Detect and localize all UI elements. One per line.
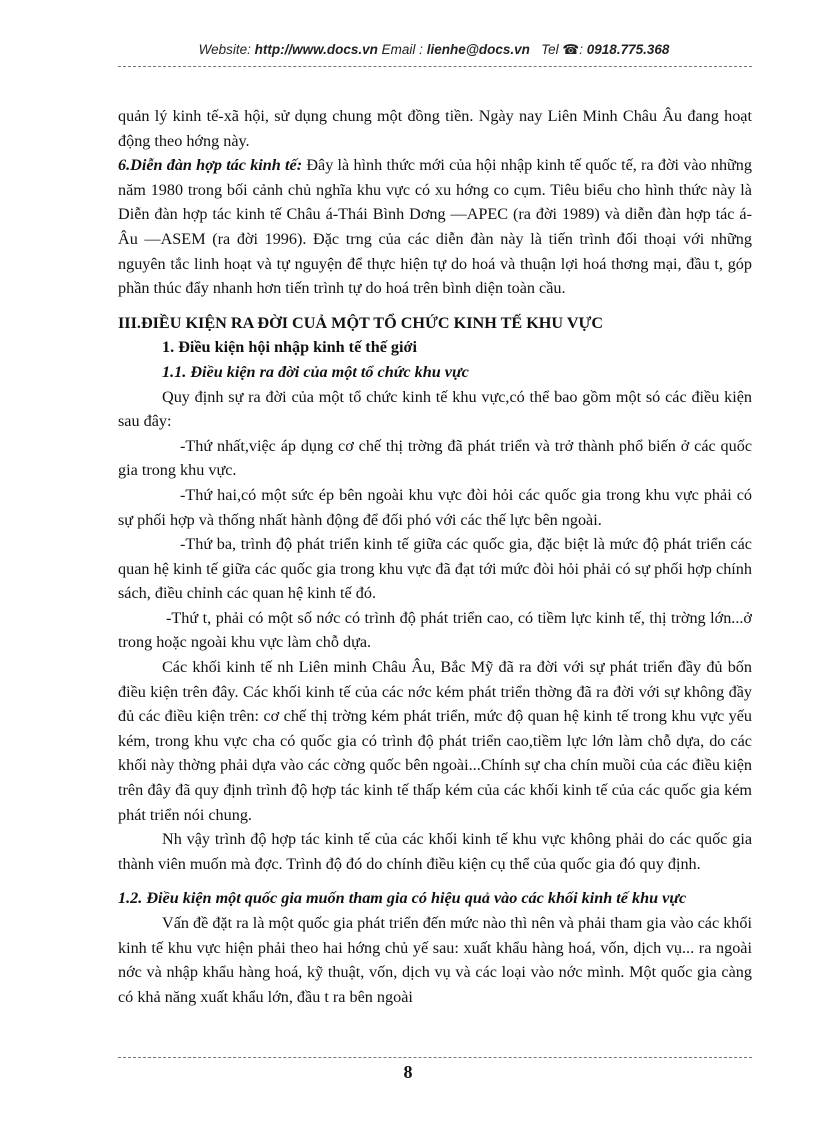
tel-label: Tel ☎: bbox=[541, 42, 584, 57]
list-item: -Thứ hai,có một sức ép bên ngoài khu vực đòi hỏi các quốc gia trong khu vực phải có sự phối hợp và thống nhất hành động để đối phó với các thế lực bên ngoài. bbox=[118, 485, 752, 529]
paragraph-text: Đây là hình thức mới của hội nhập kinh tế quốc tế, ra đời vào những năm 1980 trong bối cảnh chủ nghĩa khu vực có xu hớng co cụm. Tiêu biểu cho hình thức này là Diễn đàn hợp tác kinh tế Châu á-Thái Bình Dơng —APEC (ra đời 1989) và diễn đàn hợp tác á- Âu —ASEM (ra đời 1996). Đặc trng của các diễn đàn này là tiến trình đối thoại với những nguyên tắc linh hoạt và tự nguyện để thực hiện tự do hoá và thuận lợi hoá thơng mại, đầu t, góp phần thúc đẩy nhanh hơn tiến trình tự do hoá trên bình diện toàn cầu. bbox=[118, 156, 752, 298]
list-item: -Thứ t, phải có một số nớc có trình độ phát triển cao, có tiềm lực kinh tế, thị trờng lớn...ở trong hoặc ngoài khu vực làm chỗ dựa. bbox=[118, 608, 752, 652]
paragraph: Nh vậy trình độ hợp tác kinh tế của các khối kinh tế khu vực không phải do các quốc gia thành viên muốn mà đợc. Trình độ đó do chính điều kiện cụ thể của quốc gia đó quy định. bbox=[118, 830, 752, 873]
subsection-heading: 1. Điều kiện hội nhập kinh tế thế giới bbox=[162, 338, 417, 357]
section-heading: III.ĐIỀU KIỆN RA ĐỜI CUẢ MỘT TỔ CHỨC KINH TẾ KHU VỰC bbox=[118, 313, 604, 332]
website-label: Website: bbox=[198, 42, 251, 57]
page-header bbox=[118, 42, 750, 58]
header-divider bbox=[118, 66, 752, 67]
email-link[interactable]: lienhe@docs.vn bbox=[426, 42, 530, 57]
tel-number: 0918.775.368 bbox=[586, 42, 670, 57]
subsection-heading: 1.1. Điều kiện ra đời của một tổ chức khu vực bbox=[162, 362, 469, 381]
paragraph: Vấn đề đặt ra là một quốc gia phát triển đến mức nào thì nên và phải tham gia vào các khối kinh tế khu vực hiện phải theo hai hớng chủ yế sau: xuất khẩu hàng hoá, vốn, dịch vụ... ra ngoài nớc và nhập khẩu hàng hoá, kỹ thuật, vốn, dịch vụ và các loại vào nớc mình. Một quốc gia càng có khả năng xuất khẩu lớn, đầu t ra bên ngoài bbox=[118, 914, 752, 1006]
paragraph: quản lý kinh tế-xã hội, sử dụng chung một đồng tiền. Ngày nay Liên Minh Châu Âu đang hoạt động theo hớng này. bbox=[118, 107, 752, 150]
list-item: -Thứ nhất,việc áp dụng cơ chế thị trờng đã phát triển và trở thành phổ biến ở các quốc gia trong khu vực. bbox=[118, 436, 752, 480]
paragraph: Các khối kinh tế nh Liên minh Châu Âu, Bắc Mỹ đã ra đời với sự phát triển đầy đủ bốn điều kiện trên đây. Các khối kinh tế của các nớc kém phát triển thờng đã ra đời với sự không đầy đủ các điều kiện trên: cơ chế thị trờng kém phát triển, mức độ quan hệ kinh tế trong khu vực yếu kém, trong khu vực cha có quốc gia có trình độ phát triển cao,tiềm lực lớn làm chỗ dựa, do các khối này thờng phải dựa vào các cờng quốc bên ngoài...Chính sự cha chín muồi của các điều kiện trên đây đã quy định trình độ hợp tác kinh tế thấp kém của các khối kinh tế của các quốc gia kém phát triển nói chung. bbox=[118, 658, 752, 824]
document-body bbox=[118, 104, 752, 1009]
subsection-heading: 1.2. Điều kiện một quốc gia muốn tham gia có hiệu quả vào các khối kinh tế khu vực bbox=[118, 889, 687, 908]
list-item: -Thứ ba, trình độ phát triển kinh tế giữa các quốc gia, đặc biệt là mức độ phát triển các quan hệ kinh tế giữa các quốc gia trong khu vực đã đạt tới mức đòi hỏi phải có sự phối hợp chính sách, điều chỉnh các quan hệ kinh tế đó. bbox=[118, 535, 752, 603]
section-title: 6.Diễn đàn hợp tác kinh tế: bbox=[118, 156, 303, 175]
email-label: Email : bbox=[381, 42, 423, 57]
footer-divider bbox=[118, 1057, 752, 1058]
page-number: 8 bbox=[403, 1062, 413, 1082]
website-link[interactable]: http://www.docs.vn bbox=[254, 42, 378, 57]
paragraph bbox=[118, 153, 752, 301]
paragraph: Quy định sự ra đời của một tổ chức kinh tế khu vực,có thể bao gồm một só các điều kiện sau đây: bbox=[118, 387, 752, 431]
